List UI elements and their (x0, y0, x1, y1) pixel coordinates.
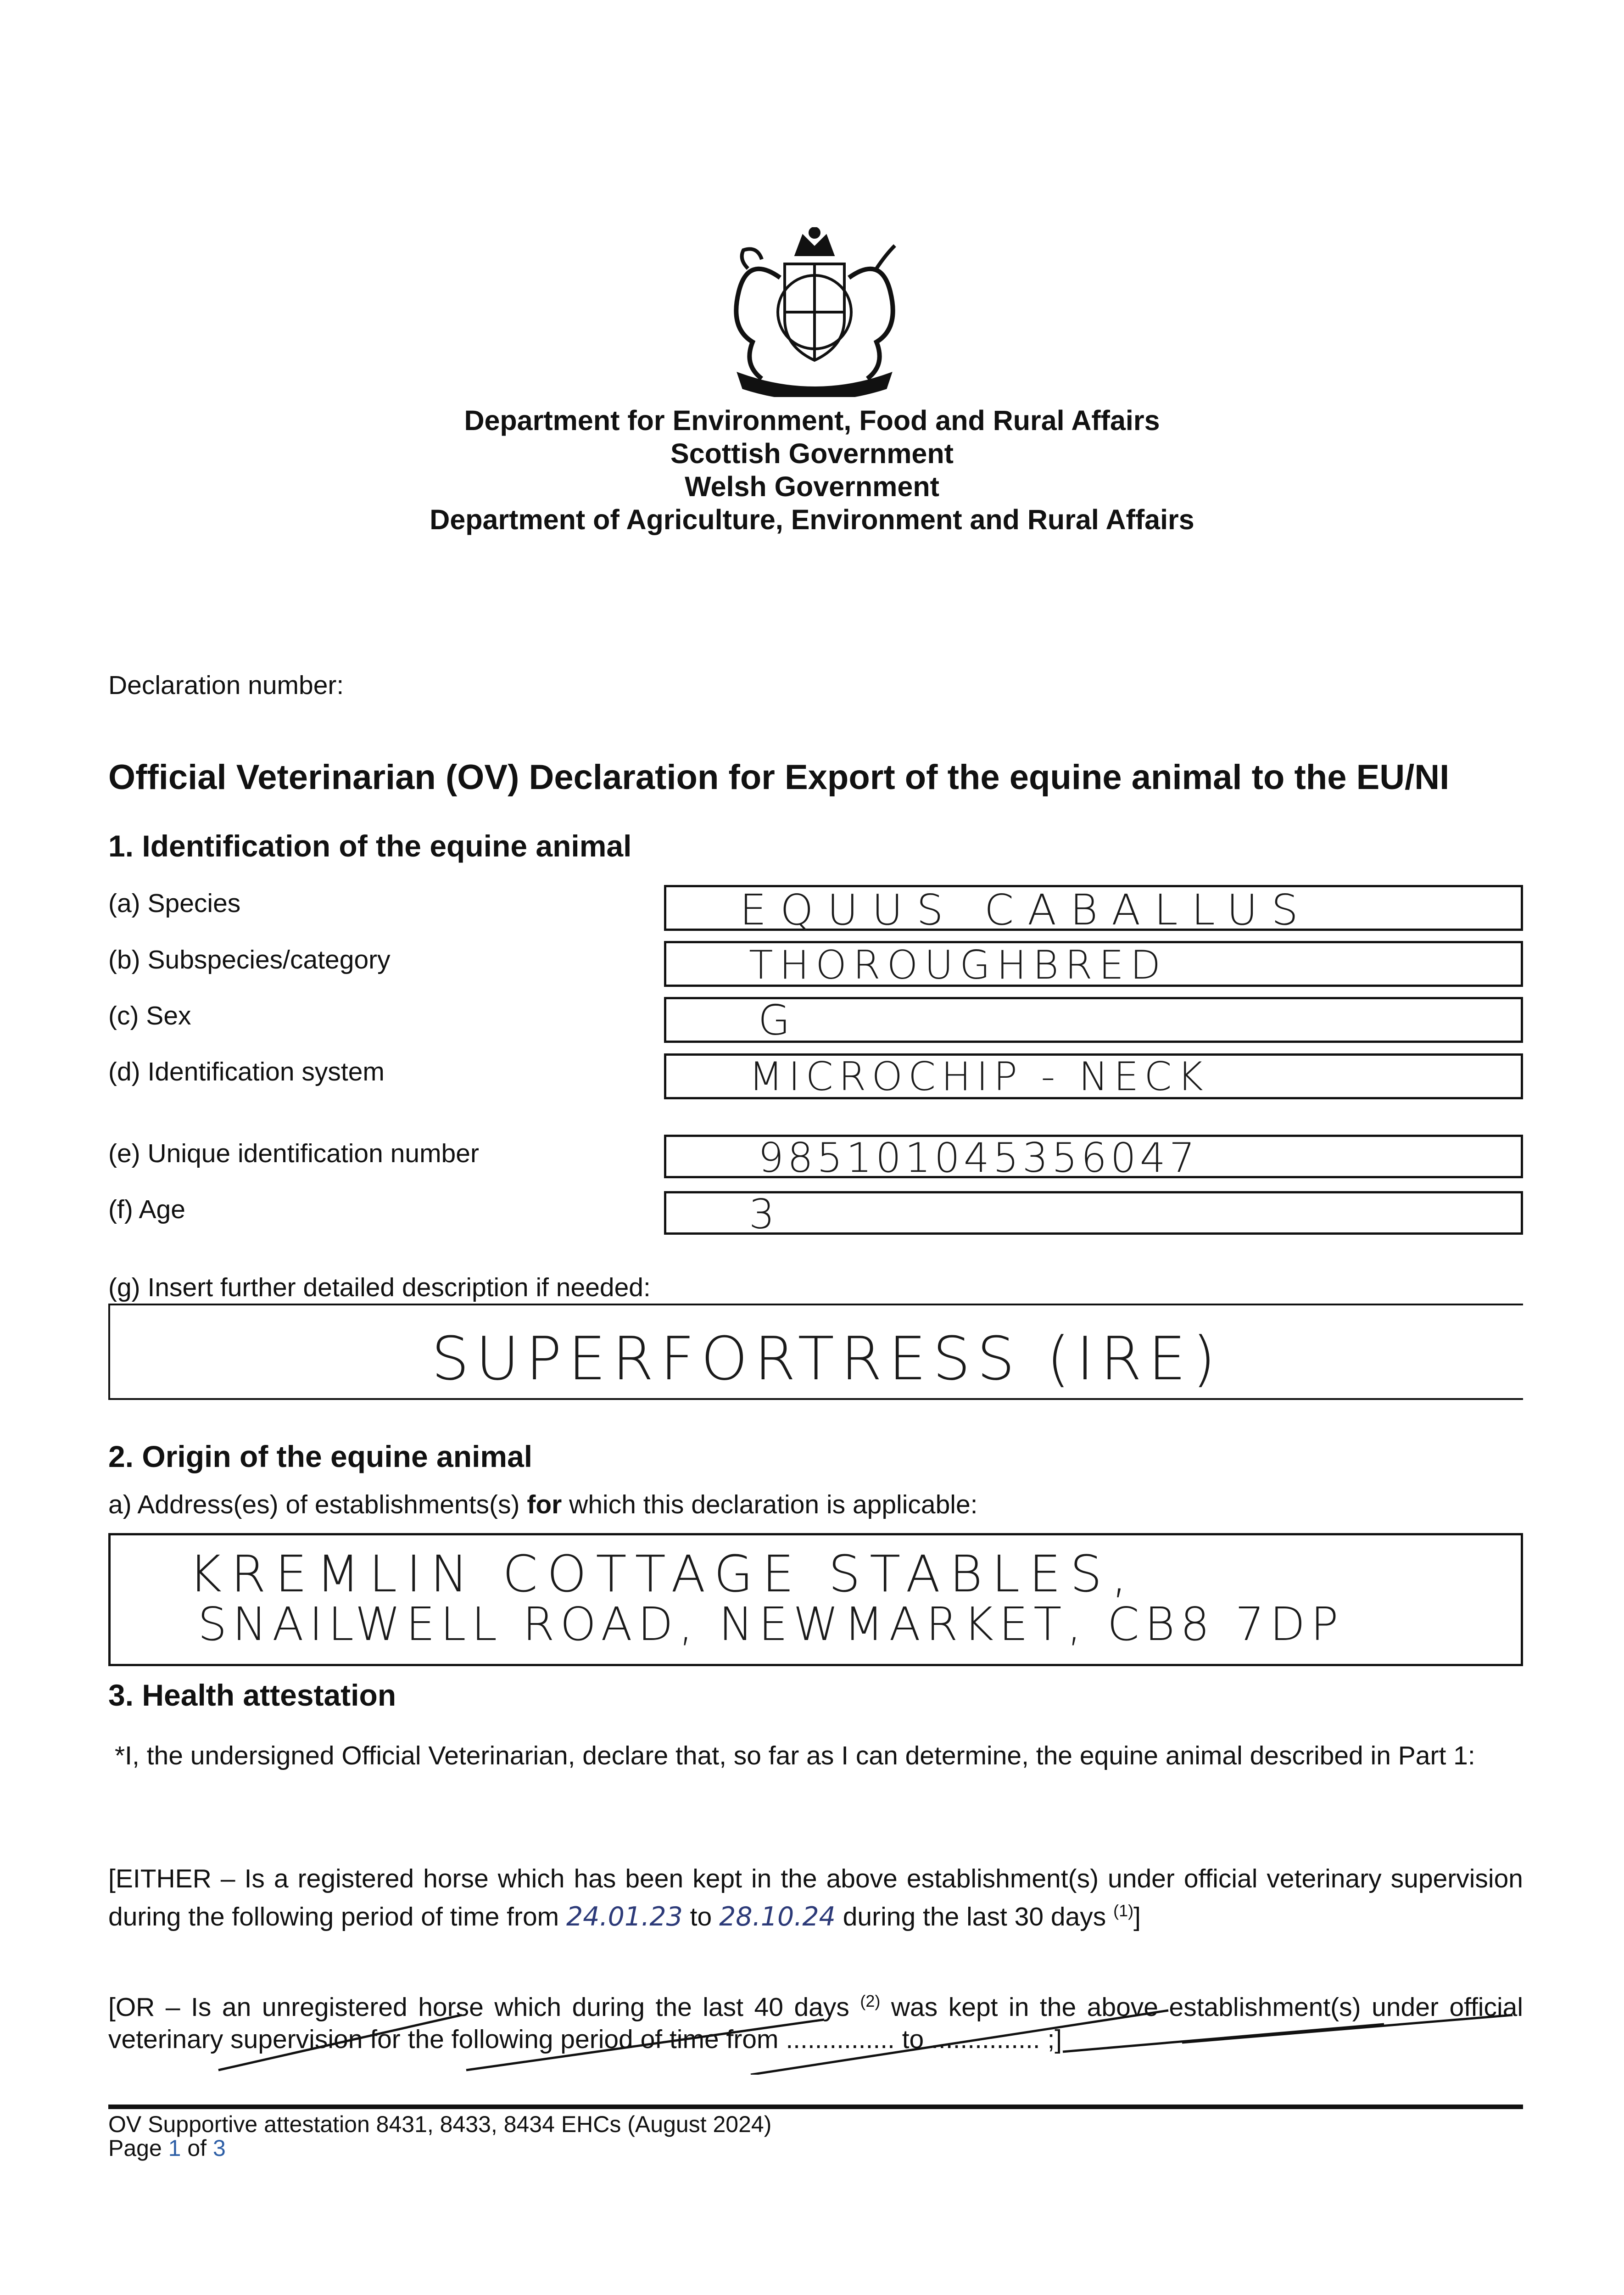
department-defra: Department for Environment, Food and Rural Affairs (464, 405, 1160, 436)
either-close-bracket: ] (1133, 1902, 1141, 1931)
section2-heading: 2. Origin of the equine animal (108, 1439, 533, 1473)
address-label-bold: for (527, 1490, 562, 1519)
further-description-field[interactable] (108, 1304, 1523, 1400)
section1-heading: 1. Identification of the equine animal (108, 829, 632, 863)
or-post-text: was kept in the above establishment(s) under official veterinary supervision for the following period of time from ............... to ............... ;] (108, 1993, 1523, 2054)
either-text: [EITHER – Is a registered horse which has been kept in the above establishment(s) under official veterinary supervision during the following period of time from (108, 1864, 1523, 1931)
identification-system-label: (d) Identification system (108, 1057, 385, 1086)
subspecies-field[interactable] (664, 941, 1523, 987)
address-label-pre: a) Address(es) of establishments(s) (108, 1490, 527, 1519)
or-clause-strikeout-marks (108, 1983, 1523, 2075)
either-post-text: during the last 30 days (835, 1902, 1114, 1931)
further-description-label: (g) Insert further detailed description if needed: (108, 1273, 651, 1302)
department-welsh-gov: Welsh Government (685, 471, 939, 502)
page-word: Page (108, 2135, 168, 2161)
species-value: EQUUS CABALLUS (740, 885, 1312, 935)
or-footnote-ref: (2) (860, 1992, 881, 2010)
declaration-number-label: Declaration number: (108, 671, 344, 700)
department-list (0, 404, 1624, 536)
address-label-post: which this declaration is applicable: (562, 1490, 978, 1519)
department-daera: Department of Agriculture, Environment and Rural Affairs (430, 504, 1194, 535)
page-total: 3 (212, 2135, 226, 2161)
subspecies-label: (b) Subspecies/category (108, 945, 391, 974)
royal-coat-of-arms (711, 227, 918, 397)
health-attestation-intro: *I, the undersigned Official Veterinarian, declare that, so far as I can determine, the equine animal described in Part 1: (115, 1741, 1475, 1770)
either-to-date[interactable]: 28.10.24 (719, 1902, 836, 1932)
age-field[interactable] (664, 1191, 1523, 1238)
species-field[interactable] (664, 885, 1523, 935)
identification-system-field[interactable] (664, 1053, 1523, 1099)
either-footnote-ref: (1) (1113, 1901, 1134, 1920)
further-description-value: SUPERFORTRESS (IRE) (431, 1324, 1222, 1394)
section3-heading: 3. Health attestation (108, 1678, 396, 1712)
either-from-date[interactable]: 24.01.23 (566, 1902, 683, 1932)
establishment-address-field[interactable] (108, 1533, 1523, 1666)
subspecies-value: THOROUGHBRED (749, 942, 1167, 988)
or-text: [OR – Is an unregistered horse which during the last 40 days (108, 1993, 860, 2022)
either-to-word: to (682, 1902, 720, 1931)
unique-id-field[interactable] (664, 1134, 1523, 1181)
sex-label: (c) Sex (108, 1001, 191, 1030)
address-line-2: SNAILWELL ROAD, NEWMARKET, CB8 7DP (198, 1597, 1344, 1651)
page-indicator (108, 2134, 226, 2162)
department-scottish-gov: Scottish Government (670, 438, 954, 469)
unique-id-value: 985101045356047 (758, 1134, 1199, 1181)
document-title: Official Veterinarian (OV) Declaration for Export of the equine animal to the EU/NI (108, 758, 1450, 797)
species-label: (a) Species (108, 889, 241, 918)
sex-field[interactable] (664, 997, 1523, 1043)
identification-system-value: MICROCHIP - NECK (749, 1054, 1209, 1100)
footer-rule (108, 2105, 1523, 2109)
unique-id-label: (e) Unique identification number (108, 1139, 479, 1168)
age-label: (f) Age (108, 1195, 185, 1224)
footer-reference: OV Supportive attestation 8431, 8433, 8434 EHCs (August 2024) (108, 2111, 772, 2137)
either-clause (108, 1863, 1523, 1933)
page-number: 1 (168, 2135, 181, 2161)
page-of: of (181, 2135, 213, 2161)
age-value: 3 (749, 1191, 782, 1238)
address-line-1: KREMLIN COTTAGE STABLES, (189, 1545, 1137, 1603)
sex-value: G (758, 996, 798, 1045)
establishment-address-label (108, 1489, 977, 1520)
